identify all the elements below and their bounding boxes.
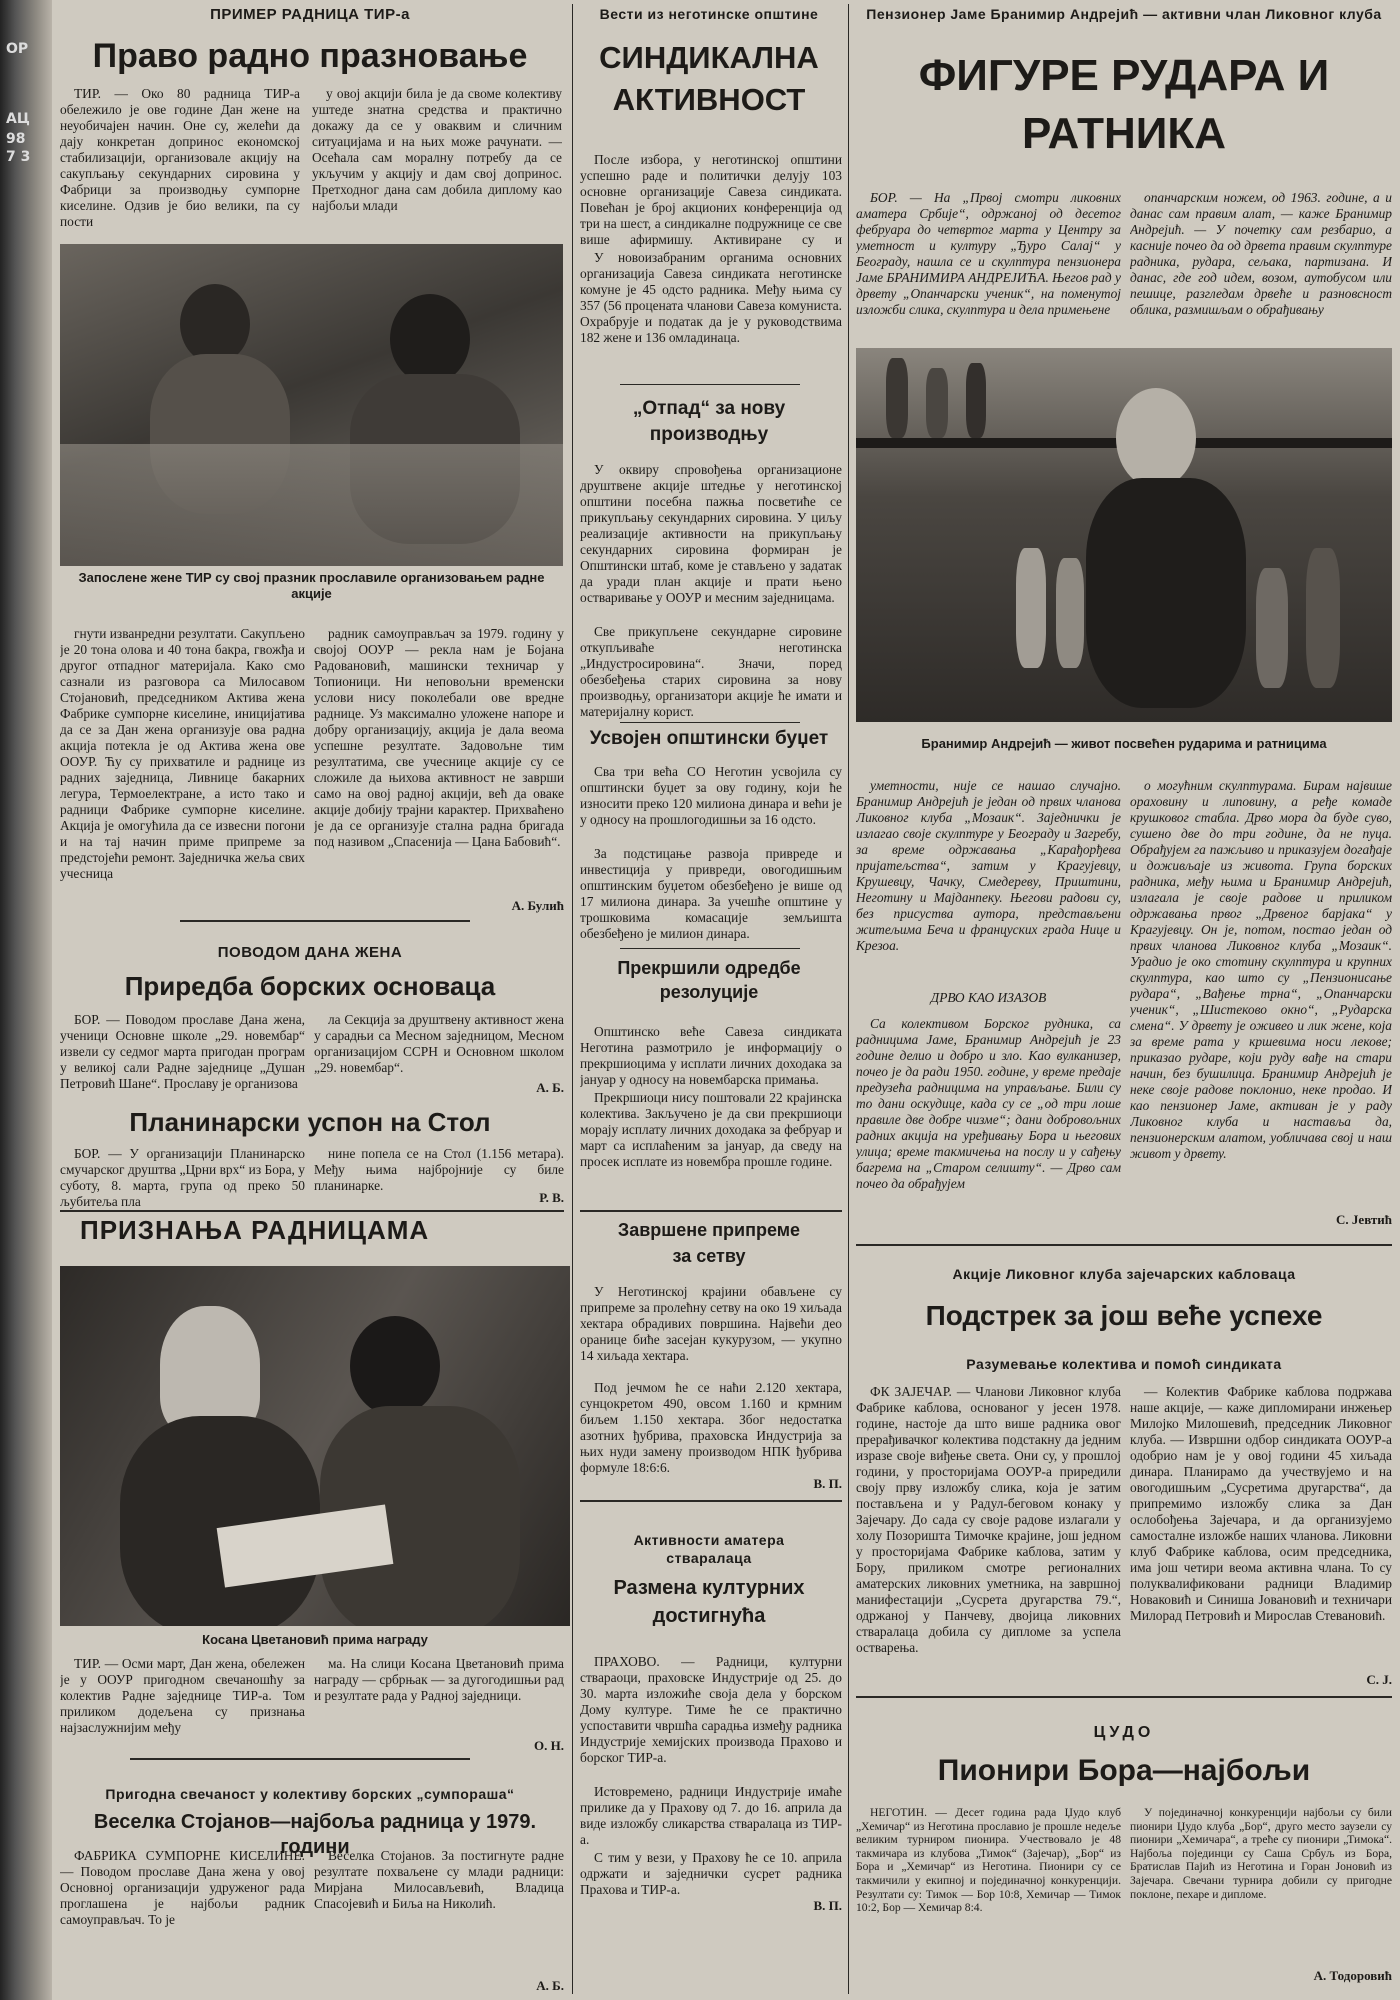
- article-body: ла Секција за друштвену активност жена у сарадњи са Месном заједницом, Месном организацијом ССРН и Основном школом „29. новембар“.: [314, 1012, 564, 1075]
- article-headline: АКТИВНОСТ: [612, 82, 806, 117]
- article-body: Веселка Стојанов. За постигнуте радне резултате похваљене су млади радници: Мирјана Милосављевић, Владица Спасојевић и Биља на Николић.: [314, 1848, 564, 1911]
- divider: [580, 1210, 842, 1212]
- article-body: После избора, у неготинској општини успешно раде и политички делују 103 основне организације Савеза синдиката. Повећан је број акционих конференција од три на шест, а синдикалне подружнице се све више афирмишу. Активиране су и: [580, 152, 842, 247]
- article-body: о могућним скулптурама. Бирам највише ораховину и липовину, а ређе комаде крушковог стабла. Дрво мора да буде суво, сушено две до три године, да не пуца. Обрађујем га пажљиво и приказујем догађаје и доживљаје из живота. Група борских радника, међу њима и Бранимир Андрејић, излагала је своје радове и приликом одржавања првог „Дрвеног барјака“ у Крагујевцу. Он је, потом, постао један од првих чланова Ликовног клуба „Мозаик“. Урадио је око стотину скулптура и крупних скулптура, као што су „Пензионисање рудара“, „Вађење трна“, „Опанчарски ученик“, „Шистеково окно“, „Рударска смена“. У дрвету је оживео и лик жене, која за време рата у кршевима носи лекове; приказао рударе, који руду вађе на стари начин, без бушилица. Бранимир Андрејић је неке своје радове поклонио, неке продао. И као пензионер Јаме, активан је у раду Ликовног клуба и наставља да, пензионерским алатом, уобличава свој и наш живот у дрвету.: [1130, 778, 1392, 1161]
- divider: [60, 1210, 564, 1212]
- photo-caption: Бранимир Андрејић — живот посвећен рударима и ратницима: [921, 736, 1327, 751]
- article-headline: Размена културних: [613, 1577, 805, 1599]
- article-headline: за сетву: [672, 1246, 746, 1266]
- divider: [130, 1758, 470, 1760]
- article-body: Сва три већа СО Неготин усвојила су општински буџет за ову годину, који ће износити преко 120 милиона динара и већи је у односу на прошлогодишњи за 16 одсто.: [580, 764, 842, 827]
- article-body: у овој акцији била је да своме колективу уштеде знатна средства и практично докажу да се у оваквим и сличним ситуацијама и на њих може рачунати. — Осећала сам моралну потребу да се укључим у акцију и дам свој допринос. Претходног дана сам добила диплому као најбољи млади: [312, 86, 562, 213]
- author-signature: А. Б.: [536, 1080, 564, 1095]
- article-headline: резолуције: [659, 982, 759, 1002]
- article-body: БОР. — Поводом прославе Дана жена, ученици Основне школе „29. новембар“ извели су седмог марта пригодан програм у великој сали Радне заједнице „Душан Петровић Шане“. Прославу је организова: [60, 1012, 305, 1091]
- photo-sculptor: [856, 348, 1392, 722]
- divider: [580, 1500, 842, 1502]
- article-body: Прекршиоци нису поштовали 22 крајинска колектива. Закључено је да сви прекршиоци морају исплату личних доходака за фебруар и март са исплаћеним за јануар, да сведу на просек исплате из новембра прошле године.: [580, 1090, 842, 1169]
- article-body: ТИР. — Осми март, Дан жена, обележен је у ООУР пригодном свечаношћу за колектив Радне заједнице ТИР-а. Том приликом додељена су признања најзаслужнијим међу: [60, 1656, 305, 1735]
- article-headline: ФИГУРЕ РУДАРА И: [918, 51, 1330, 100]
- column-rule: [848, 4, 849, 1994]
- article-headline: Приредба борских основаца: [124, 971, 496, 1001]
- article-body: НЕГОТИН. — Десет година рада Џудо клуб „Хемичар“ из Неготина прославио је прошле недеље великим турниром пионира. Учествовало је 48 такмичара из клубова „Тимок“ (Зајечар), „Бор“ из Бора и „Хемичар“ из Неготина. Пионири су се такмичили у екипној и појединачној конкуренцији. Резултати су: Тимок — Бор 10:8, Хемичар — Тимок 10:2, Бор — Хемичар 8:4.: [856, 1806, 1121, 1915]
- article-kicker: ПРИМЕР РАДНИЦА ТИР-а: [210, 6, 410, 23]
- photo-award-ceremony: [60, 1266, 570, 1626]
- article-headline: СИНДИКАЛНА: [599, 40, 819, 75]
- article-kicker: Пензионер Јаме Бранимир Андрејић — активни члан Ликовног клуба: [866, 6, 1382, 22]
- author-signature: С. Јевтић: [1336, 1212, 1392, 1227]
- author-signature: А. Тодоровић: [1313, 1968, 1392, 1983]
- article-body: ТИР. — Око 80 радница ТИР-а обележило је ове године Дан жене на неуобичајен начин. Оне су, желећи да дају конкретан допринос економској стабилизацији, организовале акцију на сакупљању секундарних сировина у Фабрици за производњу сумпорне киселине. Одзив је био велики, па су пости: [60, 86, 300, 229]
- photo-women-working: [60, 244, 563, 566]
- article-body: Са колективом Борског рудника, са радницима Јаме, Бранимир Андрејић је 23 године делио и добро и зло. Као вулканизер, почео је да ради 1950. године, у време предаје предузећа радницима на управљање. Били су то дани оскудице, када су се „од три лоше правиле две добре чизме“; дани добровољних радних акција на уређивању Бора и његових улица; време такмичења на послу и у сађењу багрема на „Старом селишту“. — Дрво сам почео да обрађујем: [856, 1016, 1121, 1191]
- article-body: У појединачној конкуренцији најбољи су били пионири Џудо клуба „Бор“, друго место заузели су пионири „Хемичара“, а треће су пионири „Тимока“. Најбоља појединци су Саша Србуљ из Бора, Братислав Пајић из Неготина и Горан Јоновић из Зајечара. Свечани турнира добили су пригодне поклоне, пехаре и дипломе.: [1130, 1806, 1392, 1901]
- author-signature: О. Н.: [534, 1738, 564, 1753]
- article-headline: РАТНИКА: [1022, 109, 1226, 158]
- article-headline: достигнућа: [652, 1605, 766, 1627]
- article-body: У Неготинској крајини обављене су припреме за пролећну сетву на око 19 хиљада хектара обрадивих површина. Највећи део оранице биће засејан кукурузом, — укупно 14 хиљада хектара.: [580, 1284, 842, 1363]
- binding-mark: 7 3: [6, 149, 31, 165]
- article-headline: Веселка Стојанов—најбоља радница у 1979. години: [93, 1811, 537, 1858]
- article-body: С тим у вези, у Прахову ће се 10. априла одржати и заједнички сусрет радника Прахова и ТИР-а.: [580, 1850, 842, 1897]
- article-headline: Право радно празновање: [92, 37, 528, 75]
- article-body: ПРАХОВО. — Радници, културни ствараоци, праховске Индустрије од 25. до 30. марта изложиће своја дела у борском Дому културе. Тиме ће се практично успоставити чвршћа сарадња између радника Индустрије хемијских производа Прахово и борског ТИР-а.: [580, 1654, 842, 1765]
- article-subheading: ДРВО КАО ИЗАЗОВ: [930, 990, 1047, 1005]
- article-body: БОР. — У организацији Планинарско смучарског друштва „Црни врх“ из Бора, у суботу, 8. марта, група од преко 50 љубитеља пла: [60, 1146, 305, 1209]
- article-kicker: Пригодна свечаност у колективу борских „сумпораша“: [105, 1786, 515, 1802]
- author-signature: С. Ј.: [1366, 1672, 1392, 1687]
- article-headline: Завршене припреме: [617, 1220, 801, 1240]
- article-kicker: Активности аматера: [633, 1532, 785, 1548]
- divider: [856, 1696, 1392, 1698]
- page-binding: [0, 0, 52, 2000]
- binding-mark: ОР: [6, 41, 29, 57]
- article-body: ФАБРИКА СУМПОРНЕ КИСЕЛИНЕ. — Поводом прославе Дана жена у овој Основној организацији удруженог рада проглашена је најбољи радник самоуправљач. То је: [60, 1848, 305, 1927]
- article-body: У новоизабраним органима основних организација Савеза синдиката неготинске комуне је 45 одсто радника. Међу њима су 357 (56 процената чланови Савеза комуниста. Охрабрује и податак да је у руководствима 182 жене и 136 омладинаца.: [580, 250, 842, 345]
- article-headline: „Отпад“ за нову: [632, 398, 786, 419]
- article-body: радник самоуправљач за 1979. годину у својој ООУР — рекла нам је Бојана Радовановић, машински техничар у Топионици. Ни неповољни временски услови нису поколебали ове вредне раднице. Уз максимално уложене напоре и добру организацију, акција је дала веома успешне резултате. Задовољне тим резултатима, све учеснице акције су се сложиле да њихова активност не заврши само на овој радној акцији, већ да оваке акције добију трајни карактер. Прихваћено је да се организује стална радна бригада под називом „Спасенија — Цана Бабовић“.: [314, 626, 564, 849]
- article-body: Под јечмом ће се наћи 2.120 хектара, сунцокретом 490, овсом 1.160 и крмним биљем 1.150 хектара. Због недостатка азотних ђубрива, праховска Индустрија за њих нуди замену производом НПК ђубрива формуле 18:6:6.: [580, 1380, 842, 1475]
- article-body: — Колектив Фабрике каблова подржава наше акције, — каже дипломирани инжењер Милојко Милошевић, председник Ликовног клуба. — Извршни одбор синдиката ООУР-а одобрио нам је у овој години 45 хиљада динара. Планирамо да учествујемо и на овогодишњим „Сусретима другарства“, да припремимо изложбу слика за Дан ослобођења Зајечара, и да организујемо самосталне изложбе наших чланова. Ликовни клуб Фабрике каблова, осим председника, има још четири веома активна члана. То су полуквалификовани радници Владимир Новаковић и Синиша Јовановић и техничари Милорад Петровић и Мирослав Стевановић.: [1130, 1384, 1392, 1623]
- article-kicker: ПОВОДОМ ДАНА ЖЕНА: [217, 944, 403, 961]
- article-headline: Подстрек за још веће успехе: [925, 1300, 1323, 1331]
- article-body: За подстицање развоја привреде и инвестиција у привреди, овогодишњим општинским буџетом обезбеђено је више од 17 милиона динара. За учешће општине у трошковима комасације земљишта обезбеђено је милион динара.: [580, 846, 842, 941]
- binding-mark: 98: [6, 131, 26, 147]
- article-body: БОР. — На „Првој смотри ликовних аматера Србије“, одржаној од десетог фебруара до четвртог марта у Центру за уметност и културу „Ђуро Салај“ у Београду, нашла се и скулптура пензионера Јаме БРАНИМИРА АНДРЕЈИЋА. Његов рад у дрвету „Опанчарски ученик“, на поменутој изложби слика, скулптура и дела примењене: [856, 190, 1121, 317]
- article-kicker: Вести из неготинске општине: [599, 6, 819, 22]
- article-headline: производњу: [649, 424, 769, 445]
- author-signature: В. П.: [813, 1898, 842, 1913]
- article-body: Општинско веће Савеза синдиката Неготина размотрило је информацију о прекршиоцима у исплати личних доходака за јануар у односу на новембарска примања.: [580, 1024, 842, 1087]
- divider: [180, 920, 470, 922]
- divider: [856, 1244, 1392, 1246]
- divider: [620, 384, 800, 385]
- article-headline: Прекршили одредбе: [617, 958, 801, 978]
- author-signature: Р. В.: [539, 1190, 564, 1205]
- article-body: нине попела се на Стол (1.156 метара). Међу њима најбројније су биле планинарке.: [314, 1146, 564, 1193]
- article-body: опанчарским ножем, од 1963. године, а и данас сам правим алат, — каже Бранимир Андрејић. — У почетку сам резбарио, а касније почео да од дрвета правим скулптуре радника, рудара, сељака, партизана. И данас, где год идем, возом, аутобусом или пешице, разгледам дрвеће и разновсност облика, размишљам о обрађивању: [1130, 190, 1392, 317]
- article-body: У оквиру спровођења организационе друштвене акције штедње у неготинској општини посебна пажња посветиће се прикупљању секундарних сировина. У циљу реализације активности на прикупљању секундарних сировина формиран је Општински штаб, коме је стављено у задатак да уради план акције и прати њено остваривање у ООУР и месним заједницама.: [580, 462, 842, 605]
- divider: [620, 948, 800, 949]
- column-rule: [572, 4, 573, 1994]
- article-subheading: Разумевање колектива и помоћ синдиката: [966, 1356, 1282, 1372]
- binding-mark: АЦ: [6, 111, 30, 127]
- article-body: Све прикупљене секундарне сировине откупљиваће неготинска „Индустросировина“. Значи, поред обезбеђења старих сировина за нову производњу, организатори акције ће имати и материјалну корист.: [580, 624, 842, 719]
- article-headline: Усвојен општински буџет: [589, 728, 829, 749]
- article-kicker: Акције Ликовног клуба зајечарских кабловаца: [952, 1266, 1296, 1282]
- article-kicker: ЦУДО: [1093, 1724, 1155, 1741]
- article-headline: Планинарски успон на Стол: [129, 1107, 491, 1137]
- author-signature: В. П.: [813, 1476, 842, 1491]
- photo-caption: Косана Цветановић прима награду: [202, 1632, 428, 1647]
- divider: [620, 722, 800, 723]
- article-body: уметности, није се нашао случајно. Бранимир Андрејић је један од првих чланова Ликовног клуба „Мозаик“. Заједнички је излагао своје скулптуре у Београду и Загребу, за време одржавања „Карађорђева пријатељства“, затим у Крагујевцу, Крушевцу, Чачку, Смедереву, Приштини, Неготину и Мајданпеку. Његови радови су, без присуства аутора, представљени житељима Беча и француских града Нице и Крезоа.: [856, 778, 1121, 953]
- article-body: ма. На слици Косана Цветановић прима награду — србрњак — за дугогодишњи рад и резултате рада у Радној заједници.: [314, 1656, 564, 1703]
- author-signature: А. Булић: [511, 898, 564, 913]
- article-kicker: стваралаца: [666, 1550, 752, 1566]
- photo-caption: Запослене жене ТИР су свој празник прославиле организовањем радне акције: [78, 570, 545, 601]
- article-headline: ПРИЗНАЊА РАДНИЦАМА: [80, 1215, 430, 1245]
- article-body: Истовремено, радници Индустрије имаће прилике да у Прахову од 7. до 16. априла да виде изложбу сликарства стваралаца из ТИР-а.: [580, 1784, 842, 1847]
- article-body: гнути изванредни резултати. Сакупљено је 20 тона олова и 40 тона бакра, гвожђа и другог отпадног материјала. Како смо сазнали из разговора са Милосавом Стојановић, председником Актива жена Фабрике сумпорне киселине, иницијатива да се за Дан жена организује ова радна акција потекла је од Актива жена ове ООУР. Ћу су прихватиле и раднице из радних заједница, Ливнице бакарних легура, Термоелектране, а исто тако и радници Фабрике сумпорне киселине. Акција је омогућила да се извесни погони и на тај начин приме припреме за предстојећи ремонт. Заједничка жеља свих учесница: [60, 626, 305, 881]
- article-body: ФК ЗАЈЕЧАР. — Чланови Ликовног клуба Фабрике каблова, основаног у јесен 1978. године, настоје да што више радника овог прерађивачког колектива подстакну да једним изразе своје виђење света. Они су, у прошлој години, у просторијама ООУР-а приредили своју прву изложбу слика, која је затим постављена и у Радул-беговом конаку у Зајечару. До сада су своје радове излагали у холу Позоришта Тимочке крајине, још једном у просторијама Фабрике каблова, затим у Бору, приликом смотре регионалних аматерских ликовних уметника, на завршној манифестацији „Сусрета другарства 79.“, одржаној у Панчеву, двојица ликовних стваралаца добила су дипломе за успела остварења.: [856, 1384, 1121, 1655]
- article-headline: Пионири Бора—најбољи: [937, 1754, 1311, 1787]
- author-signature: А. Б.: [536, 1978, 564, 1993]
